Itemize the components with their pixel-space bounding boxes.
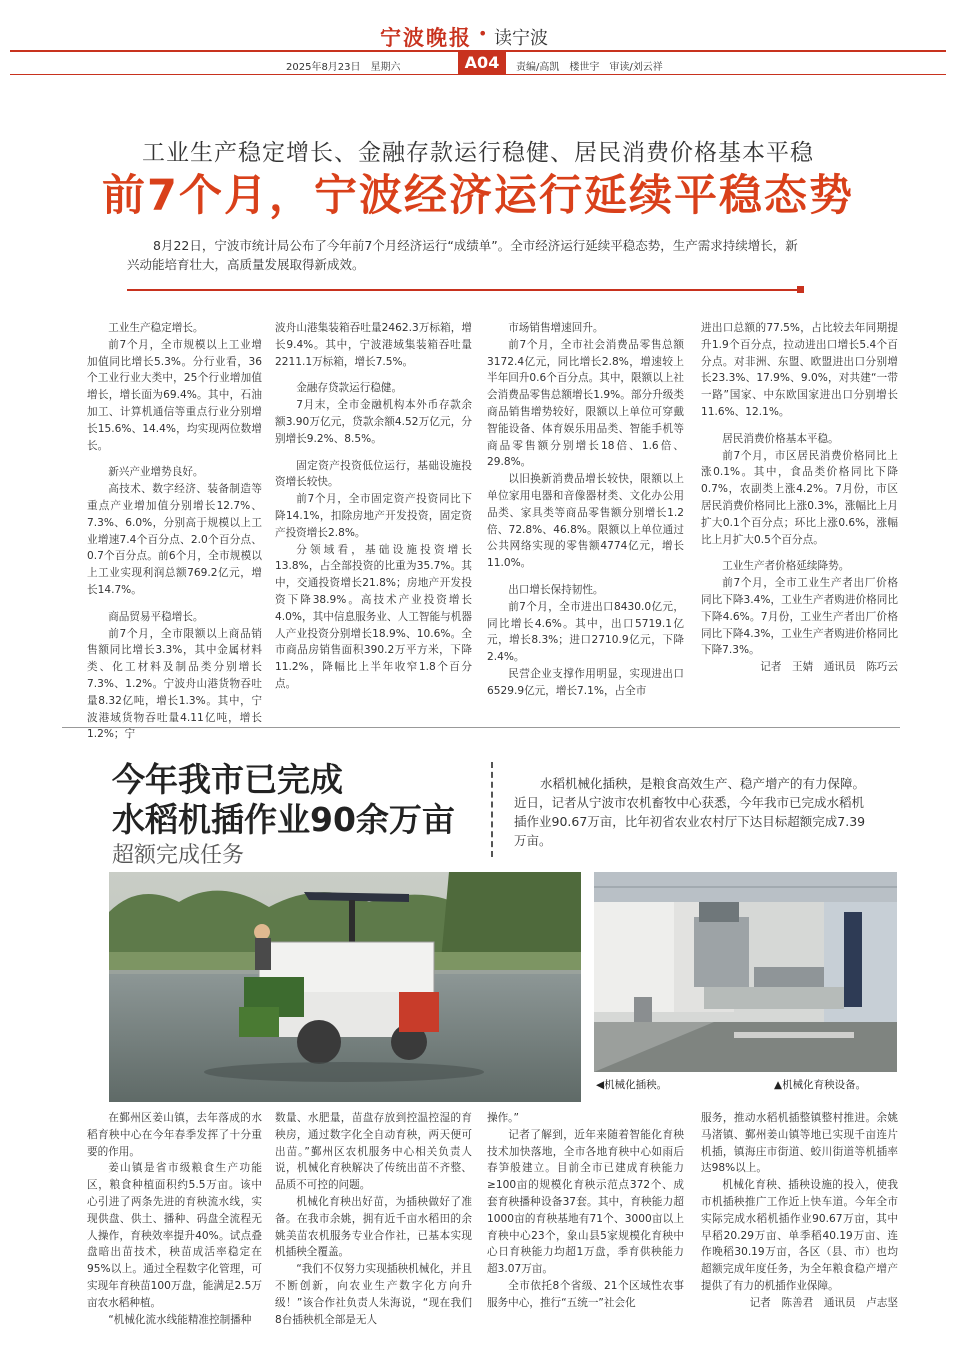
article2-subtitle: 超额完成任务 <box>112 843 245 868</box>
article2-column-2 <box>275 1110 472 1328</box>
paragraph: 前7个月，全市限额以上商品销售额同比增长3.3%，其中金属材料类、化工材料及制品类分别增长7.3%、1.2%。宁波舟山港货物吞吐量8.32亿吨，增长1.3%。其中，宁波港域货物吞吐量4.11亿吨，增长1.2%；宁 <box>87 627 262 741</box>
paragraph: 高技术、数字经济、装备制造等重点产业增加值分别增长12.7%、7.3%、6.0%，分别高于规模以上工业增速7.4个百分点、2.0个百分点、0.7个百分点。前6个月，全市规模以上工业实现利润总额769.2亿元，增长14.7%。 <box>87 483 262 596</box>
article1-column-4 <box>701 320 898 676</box>
paragraph: 金融存贷款运行稳健。 <box>296 382 403 395</box>
paragraph: 工业生产者价格延续降势。 <box>722 560 850 573</box>
paragraph: 居民消费价格基本平稳。 <box>722 432 839 445</box>
photo-caption-left: ◀机械化插秧。 <box>596 1079 668 1091</box>
section-name: 读宁波 <box>494 28 548 49</box>
article2-headline-line2: 水稻机插作业90余万亩 <box>112 800 455 839</box>
article2-byline: 记者 陈善君 通讯员 卢志坚 <box>749 1296 898 1309</box>
paragraph: 新兴产业增势良好。 <box>108 466 204 479</box>
article2-headline-line1: 今年我市已完成 <box>112 760 343 799</box>
lead-rule <box>127 289 802 291</box>
article-separator <box>62 727 900 728</box>
paragraph: 全市依托8个省级、21个区域性农事服务中心，推行“五统一”社会化 <box>487 1279 684 1309</box>
paragraph: 前7个月，全市规模以上工业增加值同比增长5.3%。分行业看，36个工业行业大类中，25个行业增加值增长，增长面为69.4%。其中，石油加工、计算机通信等重点行业分别增长15.6%、14.4%，均实现两位数增长。 <box>87 338 262 452</box>
paragraph: 前7个月，全市社会消费品零售总额3172.4亿元，同比增长2.8%，增速较上半年回升0.6个百分点。其中，限额以上社会消费品零售总额增长1.9%。部分升级类商品销售增势较好，限额以上单位可穿戴智能设备、体育娱乐用品类、智能手机等商品零售额分别增长18倍、1.6倍、29.8%。 <box>487 338 684 469</box>
paragraph: 姜山镇是省市级粮食生产功能区，粮食种植面积约5.5万亩。该中心引进了两条先进的育秧流水线，实现供盘、供土、播种、码盘全流程无人操作，育秧效率提升40%。试点叠盘暗出苗技术，秧苗成活率稳定在95%以上。通过全程数字化管理，可实现年育秧苗100万盘，能满足2.5万亩农水稻种植。 <box>87 1162 262 1309</box>
paragraph: 机械化育秧、插秧设施的投入，使我市机插秧推广工作近上快车道。今年全市实际完成水稻机插作业90.67万亩，其中早稻20.29万亩、单季稻40.19万亩、连作晚稻30.19万亩，各区（县、市）也均超额完成年度任务，为全年粮食稳产增产提供了有力的机插作业保障。 <box>701 1179 898 1292</box>
paragraph: 波舟山港集装箱吞吐量2462.3万标箱，增长9.4%。其中，宁波港域集装箱吞吐量2211.1万标箱，增长7.5%。 <box>275 322 472 368</box>
paragraph: 机械化育秧出好苗，为插秧做好了准备。在我市余姚，拥有近千亩水稻田的余姚美苗农机服务专业合作社，已基本实现机插秧全覆盖。 <box>275 1195 472 1259</box>
paragraph: 服务，推动水稻机插整镇整村推进。余姚马渚镇、鄞州姜山镇等地已实现千亩连片机插，镇海庄市街道、蛟川街道等机插率达98%以上。 <box>701 1112 898 1175</box>
lead-rule-square <box>797 286 804 293</box>
paragraph: 出口增长保持韧性。 <box>508 583 604 596</box>
paragraph: 固定资产投资低位运行，基础设施投资增长较快。 <box>275 459 472 489</box>
paragraph: 以旧换新消费品增长较快，限额以上单位家用电器和音像器材类、文化办公用品类、家具类等商品零售额分别增长1.2倍、72.8%、46.8%。限额以上单位通过公共网络实现的零售额4774亿元，增长11.0%。 <box>487 473 684 570</box>
paragraph: “我们不仅努力实现插秧机械化，并且不断创新，向农业生产数字化方向升级！”该合作社负责人朱海说，“现在我们8台插秧机全部是无人 <box>275 1263 472 1326</box>
article1-headline: 前7个月，宁波经济运行延续平稳态势 <box>102 171 854 221</box>
paragraph: 数量、水肥量，苗盘存放到控温控湿的育秧房，通过数字化全自动育秧，两天便可出苗。”鄞州区农机服务中心相关负责人说，机械化育秧解决了传统出苗不齐整、品质不可控的问题。 <box>275 1112 472 1192</box>
article1-column-2 <box>275 320 472 693</box>
article2-column-1 <box>87 1110 262 1328</box>
editor-credits: 责编/高凯 楼世宇 审读/刘云祥 <box>516 62 663 73</box>
paragraph: 前7个月，全市固定资产投资同比下降14.1%，扣除房地产开发投资，固定资产投资增长2.8%。 <box>275 493 472 539</box>
seedling-equipment-photo <box>594 872 897 1072</box>
paragraph: 前7个月，市区居民消费价格同比上涨0.1%。其中，食品类价格同比下降0.7%，农副类上涨4.2%。7月份，市区居民消费价格同比上涨0.3%，涨幅比上月扩大0.1个百分点；环比上涨0.6%，涨幅比上月扩大0.5个百分点。 <box>701 449 898 546</box>
article2-lead: 水稻机械化插秧，是粮食高效生产、稳产增产的有力保障。近日，记者从宁波市农机畜牧中心获悉，今年我市已完成水稻机插作业90.67万亩，比年初省农业农村厅下达目标超额完成7.39万亩。 <box>514 776 866 848</box>
paragraph: 操作。” <box>487 1112 519 1124</box>
paragraph: 在鄞州区姜山镇，去年落成的水稻育秧中心在今年春季发挥了十分重要的作用。 <box>87 1112 262 1158</box>
paragraph: 市场销售增速回升。 <box>508 322 604 334</box>
photo-caption-right: ▲机械化育秧设备。 <box>774 1079 867 1091</box>
paragraph: 分领域看，基础设施投资增长13.8%，占全部投资的比重为35.7%。其中，交通投资增长21.8%；房地产开发投资下降38.9%。高技术产业投资增长4.0%，其中信息服务业、人工智能与机器人产业投资分别增长18.9%、10.6%。全市商品房销售面积390.2万平方米，下降11.2%，降幅比上半年收窄1.8个百分点。 <box>275 543 472 690</box>
issue-date: 2025年8月23日 星期六 <box>286 62 401 73</box>
article1-byline: 记者 王婧 通讯员 陈巧云 <box>760 661 898 674</box>
rice-transplanter-photo <box>109 872 581 1102</box>
paragraph: 记者了解到，近年来随着智能化育秧技术加快落地，全市各地育秧中心如雨后春笋般建立。目前全市已建成育秧能力≥100亩的规模化育秧示范点372个、成套育秧播种设备37套。其中，育秧能力超1000亩的育秧基地有71个、3000亩以上育秧中心23个，象山县5家规模化育秧中心日育秧能力均超1万盘，季育供秧能力超3.07万亩。 <box>487 1128 684 1276</box>
paragraph: 前7个月，全市工业生产者出厂价格同比下降3.4%，工业生产者购进价格同比下降4.6%。7月份，工业生产者出厂价格同比下降4.3%，工业生产者购进价格同比下降7.3%。 <box>701 577 898 657</box>
paragraph: 7月末，全市金融机构本外币存款余额3.90万亿元，贷款余额4.52万亿元，分别增长9.2%、8.5%。 <box>275 399 472 445</box>
masthead-logo: 宁波晚报 <box>380 25 472 50</box>
paragraph: 民营企业支撑作用明显，实现进出口6529.9亿元，增长7.1%，占全市 <box>487 667 684 697</box>
masthead-rule-thin <box>10 74 946 75</box>
article2-headline <box>112 760 455 840</box>
masthead-dot: • <box>478 24 488 43</box>
article1-lead: 8月22日，宁波市统计局公布了今年前7个月经济运行“成绩单”。全市经济运行延续平稳态势，生产需求持续增长，新兴动能培育壮大，高质量发展取得新成效。 <box>127 238 798 272</box>
paragraph: 商品贸易平稳增长。 <box>108 610 204 623</box>
article1-subtitle: 工业生产稳定增长、金融存款运行稳健、居民消费价格基本平稳 <box>142 140 814 166</box>
page-number-badge: A04 <box>458 51 506 75</box>
article1-column-1 <box>87 320 262 743</box>
article2-column-4 <box>701 1110 898 1312</box>
article2-column-3 <box>487 1110 684 1312</box>
paragraph: “机械化流水线能精准控制播种 <box>108 1313 252 1326</box>
dashed-divider <box>491 762 493 857</box>
paragraph: 工业生产稳定增长。 <box>108 322 204 334</box>
paragraph: 进出口总额的77.5%，占比较去年同期提升1.9个百分点，拉动进出口增长5.4个百分点。对非洲、东盟、欧盟进出口分别增长23.3%、17.9%、9.0%，对共建“一带一路”国家、中东欧国家进出口分别增长11.6%、12.1%。 <box>701 322 898 418</box>
paragraph: 前7个月，全市进出口8430.0亿元，同比增长4.6%。其中，出口5719.1亿元，增长8.3%；进口2710.9亿元，下降2.4%。 <box>487 600 684 664</box>
article1-column-3 <box>487 320 684 700</box>
